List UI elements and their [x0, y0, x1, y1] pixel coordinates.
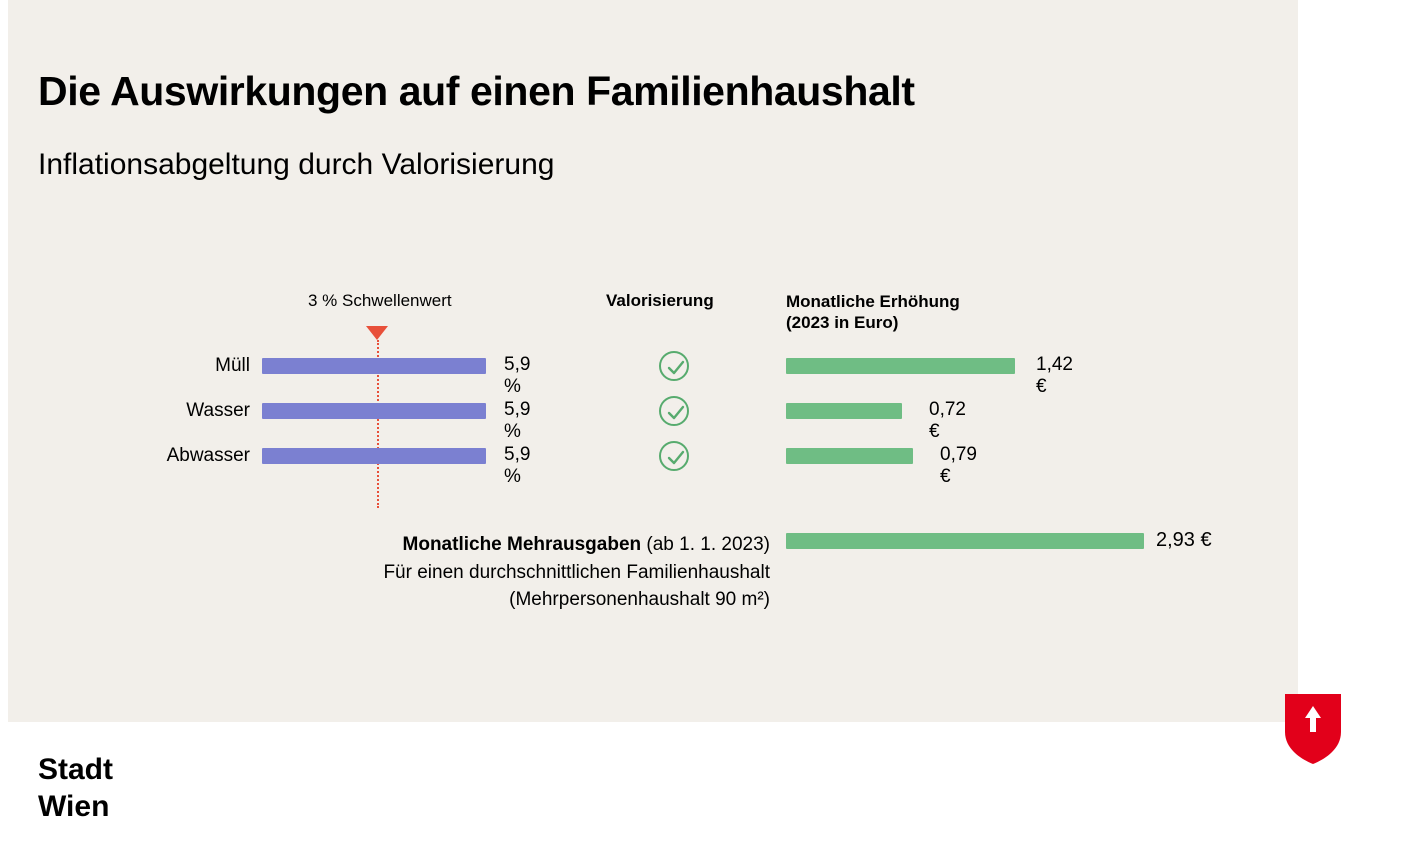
percent-value: 5,9 % — [504, 444, 531, 487]
bar-percent — [262, 403, 486, 419]
total-label-line2: Für einen durchschnittlichen Familienhaushalt — [383, 561, 770, 583]
threshold-arrow-icon — [366, 326, 388, 340]
euro-value: 0,72 € — [929, 399, 966, 442]
increase-header — [786, 291, 960, 334]
euro-value: 1,42 € — [1036, 354, 1073, 397]
threshold-header: 3 % Schwellenwert — [308, 291, 452, 310]
brand-wordmark — [38, 752, 113, 825]
total-label — [200, 531, 770, 614]
valorisierung-header: Valorisierung — [606, 291, 714, 310]
bar-euro — [786, 358, 1015, 374]
bar-euro — [786, 448, 913, 464]
total-value: 2,93 € — [1156, 529, 1212, 551]
increase-header-line1: Monatliche Erhöhung — [786, 292, 960, 311]
percent-value: 5,9 % — [504, 354, 531, 397]
row-label: Abwasser — [166, 445, 250, 466]
bar-percent — [262, 448, 486, 464]
bar-total — [786, 533, 1144, 549]
brand-line1: Stadt — [38, 753, 113, 786]
check-icon — [659, 351, 689, 381]
bar-euro — [786, 403, 902, 419]
check-icon — [659, 396, 689, 426]
check-icon — [659, 441, 689, 471]
total-label-line1 — [200, 531, 770, 559]
total-label-rest: (ab 1. 1. 2023) — [641, 534, 770, 555]
row-label: Wasser — [186, 400, 250, 421]
vienna-crest-icon — [1283, 692, 1343, 766]
euro-value: 0,79 € — [940, 444, 977, 487]
total-label-bold: Monatliche Mehrausgaben — [402, 534, 642, 555]
page-title: Die Auswirkungen auf einen Familienhaushalt — [38, 68, 915, 114]
percent-value: 5,9 % — [504, 399, 531, 442]
page-subtitle: Inflationsabgeltung durch Valorisierung — [38, 148, 555, 181]
total-label-line3: (Mehrpersonenhaushalt 90 m²) — [509, 589, 770, 611]
brand-line2: Wien — [38, 789, 110, 823]
row-label: Müll — [215, 355, 250, 376]
increase-header-line2: (2023 in Euro) — [786, 313, 899, 333]
bar-percent — [262, 358, 486, 374]
